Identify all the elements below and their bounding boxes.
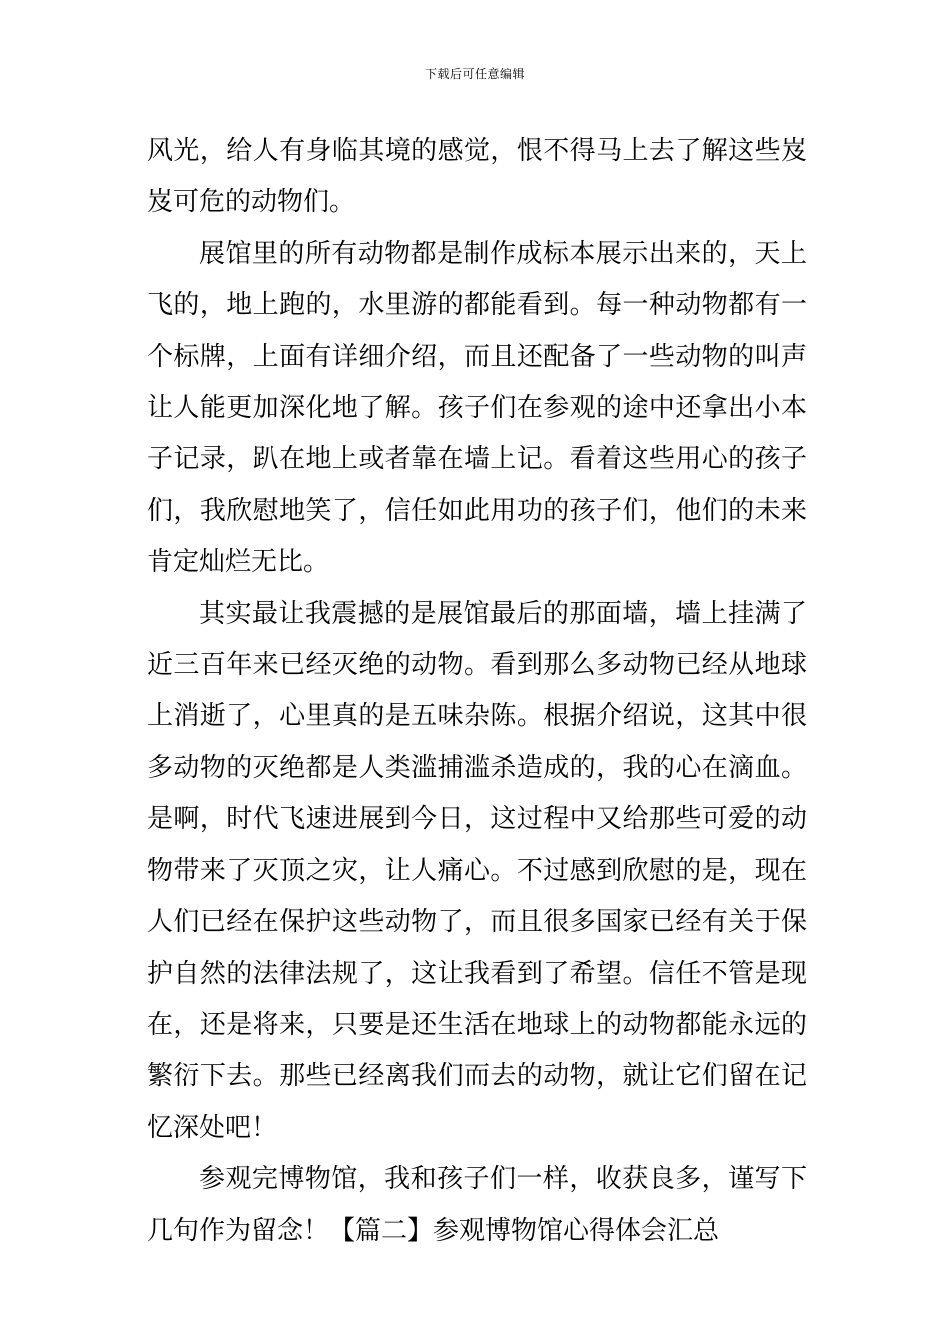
paragraph-3: 其实最让我震撼的是展馆最后的那面墙，墙上挂满了近三百年来已经灭绝的动物。看到那么多动物已经从地球上消逝了，心里真的是五味杂陈。根据介绍说，这其中很多动物的灭绝都是人类滥捕滥杀造成的，我的心在滴血。是啊，时代飞速进展到今日，这过程中又给那些可爱的动物带来了灭顶之灾，让人痛心。不过感到欣慰的是，现在人们已经在保护这些动物了，而且很多国家已经有关于保护自然的法律法规了，这让我看到了希望。信任不管是现在，还是将来，只要是还生活在地球上的动物都能永远的繁衍下去。那些已经离我们而去的动物，就让它们留在记忆深处吧！ — [147, 598, 807, 1143]
paragraph-2: 展馆里的所有动物都是制作成标本展示出来的，天上飞的，地上跑的，水里游的都能看到。每一种动物都有一个标牌，上面有详细介绍，而且还配备了一些动物的叫声让人能更加深化地了解。孩子们在参观的途中还拿出小本子记录，趴在地上或者靠在墙上记。看着这些用心的孩子们，我欣慰地笑了，信任如此用功的孩子们，他们的未来肯定灿烂无比。 — [147, 238, 807, 578]
document-body — [147, 126, 807, 1257]
paragraph-1: 风光，给人有身临其境的感觉，恨不得马上去了解这些岌岌可危的动物们。 — [147, 136, 807, 218]
page-header: 下载后可任意编辑 — [424, 67, 525, 81]
paragraph-4: 参观完博物馆，我和孩子们一样，收获良多，谨写下几句作为留念！【篇二】参观博物馆心得体会汇总 — [147, 1164, 807, 1246]
